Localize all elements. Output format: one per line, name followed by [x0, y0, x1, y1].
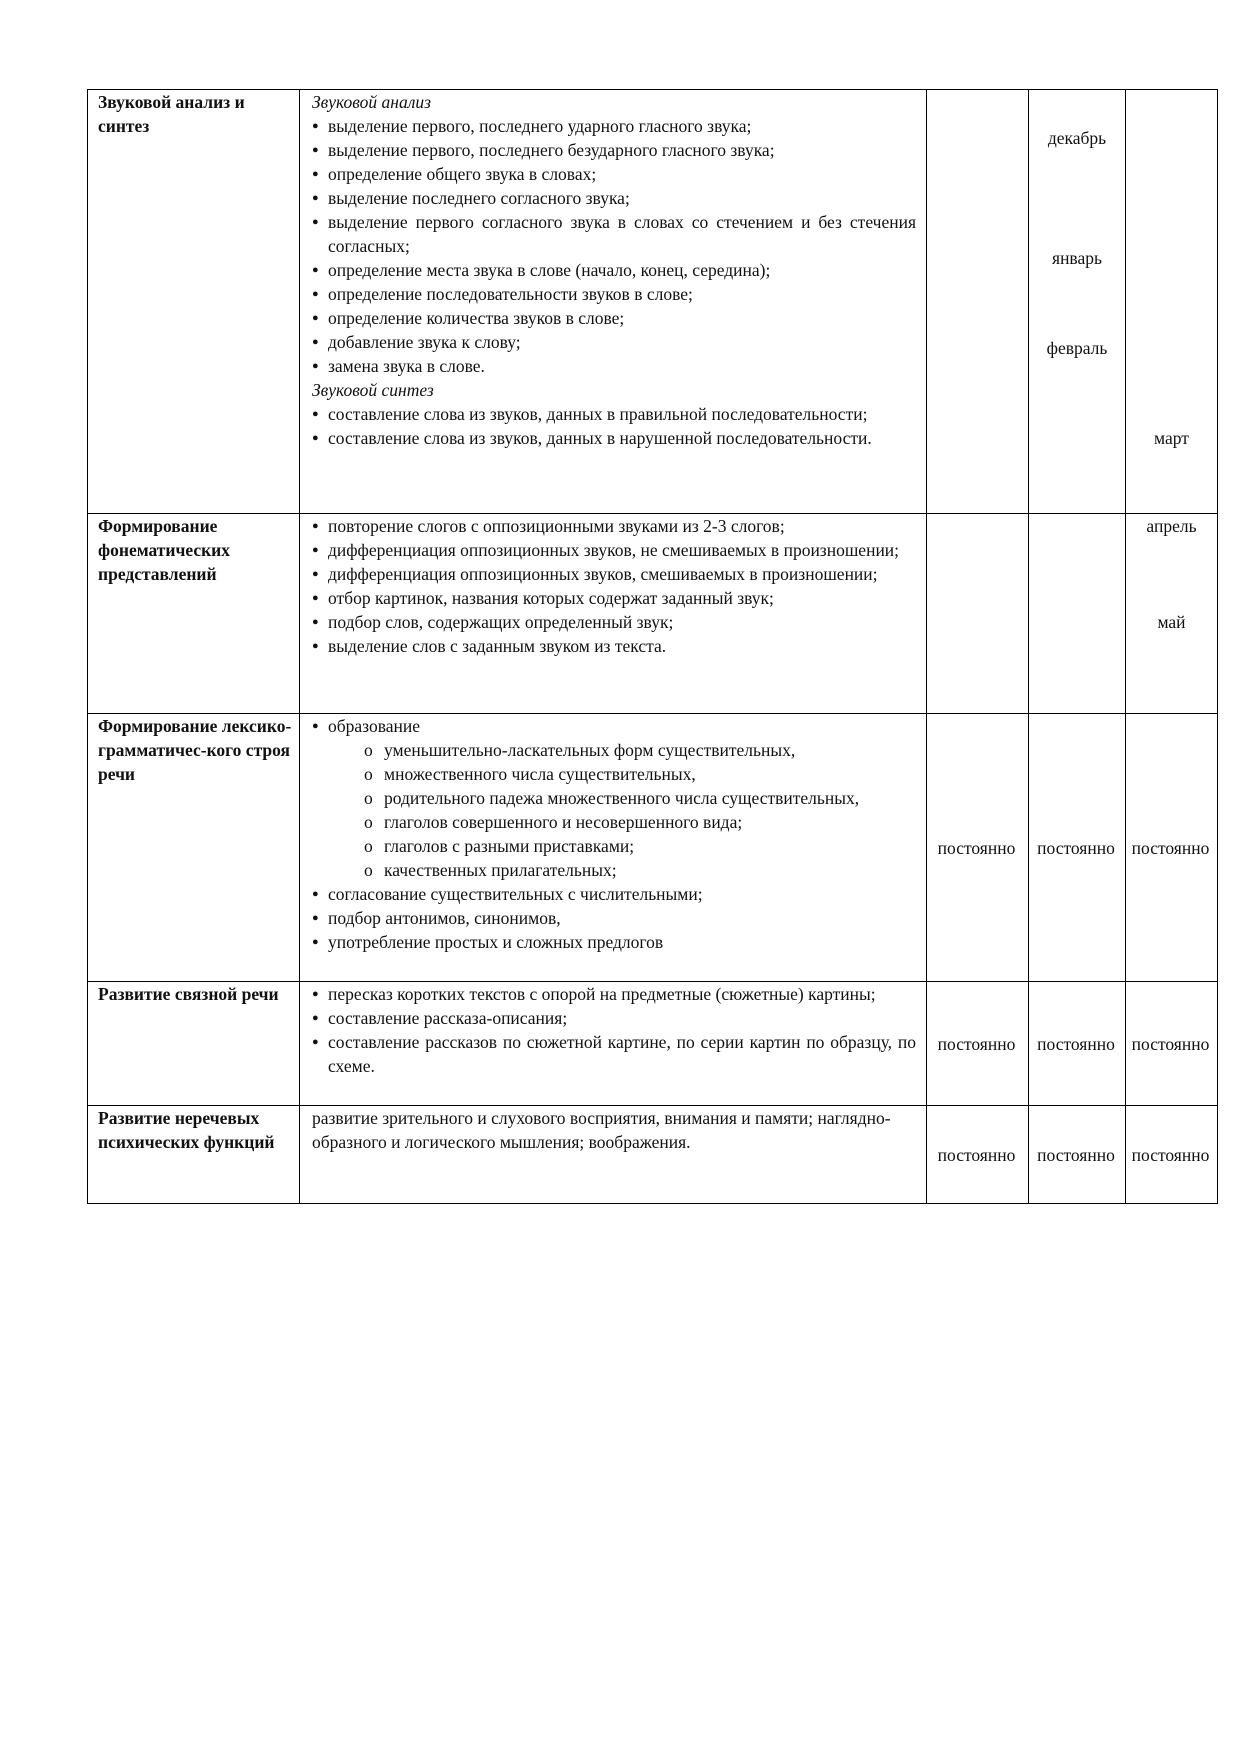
- subsection-heading: Звуковой анализ: [312, 92, 431, 112]
- content-cell: [300, 982, 927, 1106]
- list-item: ● выделение первого, последнего безударного гласного звука;: [312, 138, 916, 162]
- section-cell: [88, 714, 300, 982]
- period-cell: [927, 714, 1029, 982]
- list-item: ● повторение слогов с оппозиционными звуками из 2-3 слогов;: [312, 514, 916, 538]
- period-cell: [927, 90, 1029, 514]
- list-item: ● составление слова из звуков, данных в нарушенной последовательности.: [312, 426, 916, 450]
- month-label: май: [1157, 612, 1186, 632]
- table-row: [88, 982, 1218, 1106]
- period-cell: [1126, 90, 1218, 514]
- sub-list-item: o родительного падежа множественного числа существительных,: [364, 786, 916, 810]
- period-cell: [1029, 514, 1126, 714]
- list-item: [312, 714, 916, 882]
- frequency-label: постоянно: [937, 1033, 1016, 1054]
- section-title: Развитие неречевых психических функций: [98, 1108, 275, 1152]
- frequency-label: постоянно: [1131, 1033, 1210, 1054]
- list-item-text: образование: [328, 716, 421, 736]
- period-cell: [1029, 1106, 1126, 1204]
- list-item: ● составление слова из звуков, данных в правильной последовательности;: [312, 402, 916, 426]
- list-item: ● употребление простых и сложных предлогов: [312, 930, 916, 954]
- bullet-list: [312, 114, 916, 378]
- list-item: ● составление рассказа-описания;: [312, 1006, 916, 1030]
- period-cell: [1126, 982, 1218, 1106]
- period-cell: [1029, 982, 1126, 1106]
- month-label: апрель: [1146, 516, 1197, 536]
- bullet-list: [312, 714, 916, 954]
- month-label: март: [1154, 428, 1189, 448]
- list-item: ● добавление звука к слову;: [312, 330, 916, 354]
- bullet-list: [312, 402, 916, 450]
- period-cell: [1029, 90, 1126, 514]
- list-item: ● замена звука в слове.: [312, 354, 916, 378]
- subsection-heading: Звуковой синтез: [312, 380, 434, 400]
- list-item: ● определение последовательности звуков в слове;: [312, 282, 916, 306]
- frequency-label: постоянно: [1037, 1033, 1115, 1054]
- content-cell: [300, 90, 927, 514]
- section-title: Формирование лексико-грамматичес-кого строя речи: [98, 716, 292, 784]
- month-label: февраль: [1046, 338, 1108, 358]
- section-cell: [88, 1106, 300, 1204]
- content-cell: [300, 714, 927, 982]
- frequency-label: постоянно: [1037, 837, 1115, 858]
- period-cell: [927, 514, 1029, 714]
- content-cell: [300, 1106, 927, 1204]
- sub-list-item: o глаголов совершенного и несовершенного вида;: [364, 810, 916, 834]
- section-title: Формирование фонематических представлений: [98, 516, 231, 584]
- content-text: развитие зрительного и слухового восприятия, внимания и памяти; наглядно-образного и логического мышления; воображения.: [312, 1108, 891, 1152]
- period-cell: [1126, 714, 1218, 982]
- work-plan-table: [87, 89, 1218, 1204]
- list-item: ● определение общего звука в словах;: [312, 162, 916, 186]
- bullet-list: [312, 982, 916, 1078]
- list-item: ● подбор слов, содержащих определенный звук;: [312, 610, 916, 634]
- table-row: [88, 1106, 1218, 1204]
- list-item: ● определение количества звуков в слове;: [312, 306, 916, 330]
- sub-list: [328, 738, 916, 882]
- list-item: ● выделение первого, последнего ударного гласного звука;: [312, 114, 916, 138]
- list-item: ● выделение последнего согласного звука;: [312, 186, 916, 210]
- section-title: Звуковой анализ и синтез: [98, 92, 245, 136]
- section-cell: [88, 90, 300, 514]
- table-row: [88, 90, 1218, 514]
- frequency-label: постоянно: [1131, 837, 1210, 858]
- frequency-label: постоянно: [937, 1144, 1016, 1165]
- month-label: январь: [1052, 248, 1102, 268]
- frequency-label: постоянно: [937, 837, 1016, 858]
- list-item: ● выделение первого согласного звука в словах со стечением и без стечения согласных;: [312, 210, 916, 258]
- list-item: ● дифференциация оппозиционных звуков, не смешиваемых в произношении;: [312, 538, 916, 562]
- period-cell: [1126, 514, 1218, 714]
- period-cell: [1029, 714, 1126, 982]
- list-item: ● выделение слов с заданным звуком из текста.: [312, 634, 916, 658]
- period-cell: [927, 982, 1029, 1106]
- month-label: декабрь: [1047, 128, 1107, 148]
- list-item: ● пересказ коротких текстов с опорой на предметные (сюжетные) картины;: [312, 982, 916, 1006]
- sub-list-item: o качественных прилагательных;: [364, 858, 916, 882]
- section-cell: [88, 982, 300, 1106]
- section-title: Развитие связной речи: [98, 984, 279, 1004]
- content-cell: [300, 514, 927, 714]
- list-item: ● отбор картинок, названия которых содержат заданный звук;: [312, 586, 916, 610]
- sub-list-item: o уменьшительно-ласкательных форм существительных,: [364, 738, 916, 762]
- period-cell: [927, 1106, 1029, 1204]
- sub-list-item: o глаголов с разными приставками;: [364, 834, 916, 858]
- list-item: ● согласование существительных с числительными;: [312, 882, 916, 906]
- table-row: [88, 514, 1218, 714]
- list-item: ● дифференциация оппозиционных звуков, смешиваемых в произношении;: [312, 562, 916, 586]
- period-cell: [1126, 1106, 1218, 1204]
- frequency-label: постоянно: [1037, 1144, 1115, 1165]
- list-item: ● подбор антонимов, синонимов,: [312, 906, 916, 930]
- list-item: ● составление рассказов по сюжетной картине, по серии картин по образцу, по схеме.: [312, 1030, 916, 1078]
- section-cell: [88, 514, 300, 714]
- table-row: [88, 714, 1218, 982]
- sub-list-item: o множественного числа существительных,: [364, 762, 916, 786]
- bullet-list: [312, 514, 916, 658]
- list-item: ● определение места звука в слове (начало, конец, середина);: [312, 258, 916, 282]
- frequency-label: постоянно: [1131, 1144, 1210, 1165]
